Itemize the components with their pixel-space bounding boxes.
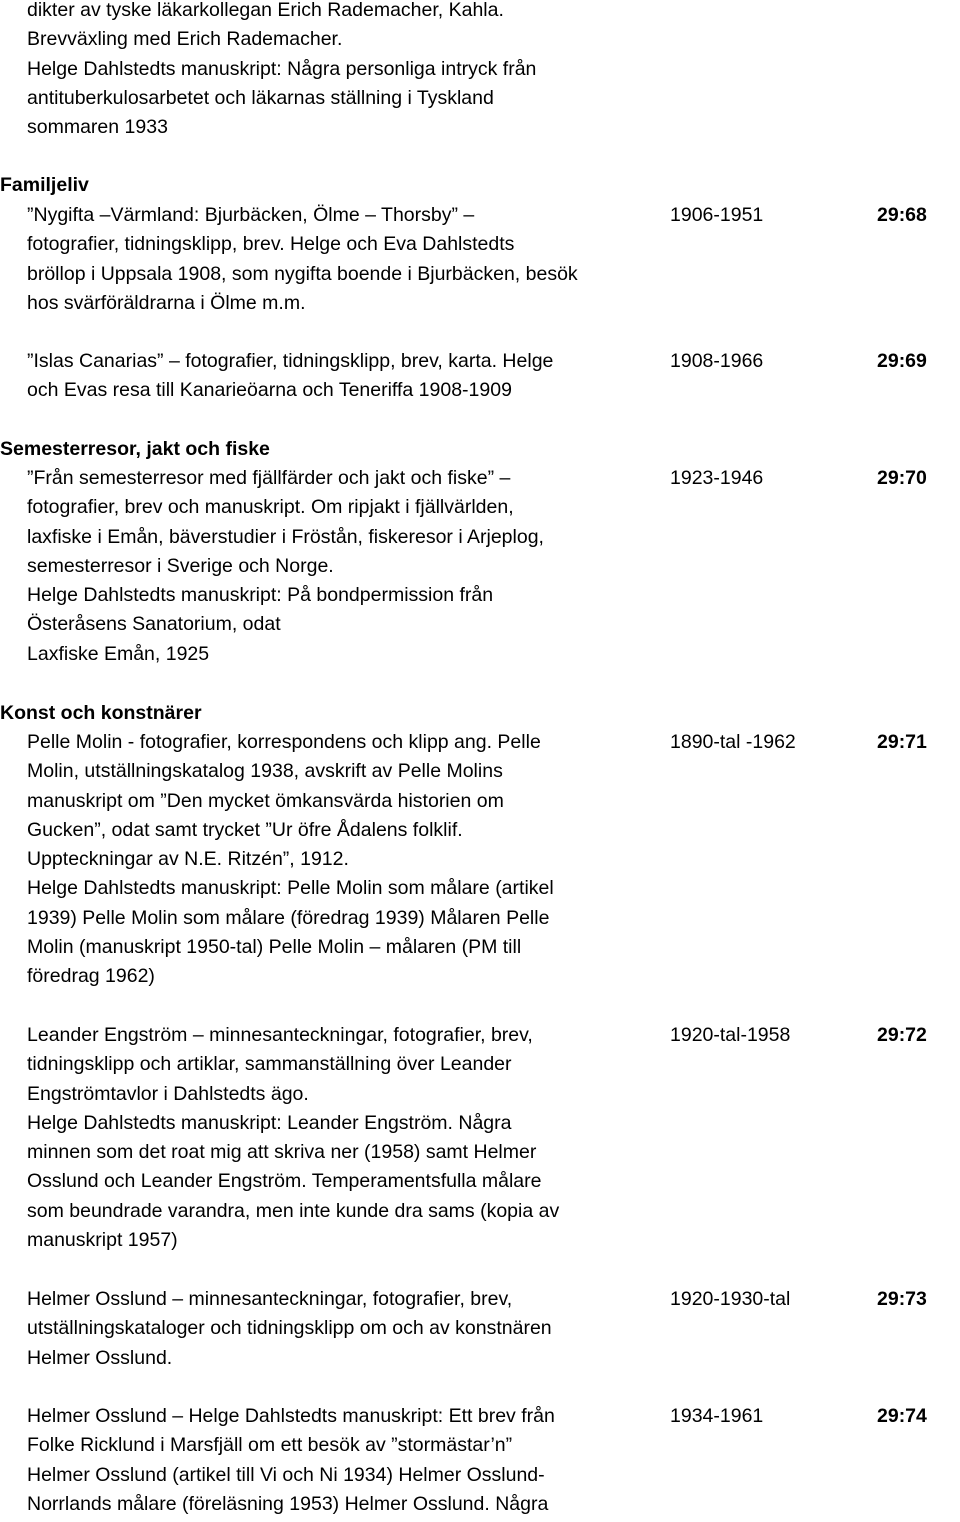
entry-line: semesterresor i Sverige och Norge.	[27, 554, 334, 577]
entry-description	[27, 728, 667, 992]
section-heading-konst: Konst och konstnärer	[0, 702, 202, 724]
intro-line: Helge Dahlstedts manuskript: Några personliga intryck från	[27, 57, 537, 80]
intro-line: Brevväxling med Erich Rademacher.	[27, 28, 343, 51]
intro-line: dikter av tyske läkarkollegan Erich Rademacher, Kahla.	[27, 0, 504, 21]
entry-line: Gucken”, odat samt trycket ”Ur öfre Ådalens folklif.	[27, 818, 463, 841]
entry-description	[27, 1402, 667, 1519]
entry-line: Pelle Molin - fotografier, korrespondens och klipp ang. Pelle	[27, 731, 541, 753]
archive-entry	[27, 1402, 960, 1515]
entry-date-range: 1923-1946	[670, 467, 764, 489]
archive-entry	[27, 728, 960, 988]
entry-reference-number: 29:70	[877, 467, 927, 489]
archive-entry	[27, 1285, 960, 1369]
entry-line: hos svärföräldrarna i Ölme m.m.	[27, 291, 306, 314]
entry-line: Helge Dahlstedts manuskript: Leander Engström. Några	[27, 1111, 512, 1134]
entry-description	[27, 347, 667, 406]
entry-line: Molin, utställningskatalog 1938, avskrift av Pelle Molins	[27, 760, 503, 783]
entry-line: Helmer Osslund (artikel till Vi och Ni 1934) Helmer Osslund-	[27, 1463, 545, 1486]
entry-reference-number: 29:71	[877, 731, 927, 753]
entry-line: Molin (manuskript 1950-tal) Pelle Molin – målaren (PM till	[27, 936, 522, 959]
entry-description	[27, 1021, 667, 1255]
entry-reference-number: 29:72	[877, 1024, 927, 1046]
entry-date-range: 1920-1930-tal	[670, 1288, 791, 1310]
entry-line: laxfiske i Emån, bäverstudier i Fröstån, fiskeresor i Arjeplog,	[27, 525, 544, 548]
entry-line: Österåsens Sanatorium, odat	[27, 613, 281, 636]
entry-date-range: 1920-tal-1958	[670, 1024, 791, 1046]
entry-line: ”Islas Canarias” – fotografier, tidningsklipp, brev, karta. Helge	[27, 350, 554, 372]
entry-line: Norrlands målare (föreläsning 1953) Helmer Osslund. Några	[27, 1492, 549, 1515]
entry-date-range: 1906-1951	[670, 204, 764, 226]
entry-line: som beundrade varandra, men inte kunde dra sams (kopia av	[27, 1199, 560, 1222]
entry-line: bröllop i Uppsala 1908, som nygifta boende i Bjurbäcken, besök	[27, 262, 578, 285]
entry-line: 1939) Pelle Molin som målare (föredrag 1939) Målaren Pelle	[27, 906, 550, 929]
archive-entry	[27, 1021, 960, 1252]
entry-line: och Evas resa till Kanarieöarna och Teneriffa 1908-1909	[27, 379, 512, 402]
entry-line: Helge Dahlstedts manuskript: Pelle Molin som målare (artikel	[27, 877, 554, 900]
entry-reference-number: 29:74	[877, 1405, 927, 1427]
entry-date-range: 1890-tal -1962	[670, 731, 796, 753]
entry-line: fotografier, tidningsklipp, brev. Helge och Eva Dahlstedts	[27, 233, 515, 256]
entry-date-range: 1934-1961	[670, 1405, 764, 1427]
entry-line: manuskript om ”Den mycket ömkansvärda historien om	[27, 789, 504, 812]
entry-date-range: 1908-1966	[670, 350, 764, 372]
entry-line: Leander Engström – minnesanteckningar, fotografier, brev,	[27, 1024, 533, 1046]
entry-line: ”Nygifta –Värmland: Bjurbäcken, Ölme – Thorsby” –	[27, 204, 475, 226]
intro-line: sommaren 1933	[27, 116, 168, 139]
entry-line: föredrag 1962)	[27, 965, 155, 988]
entry-line: ”Från semesterresor med fjällfärder och jakt och fiske” –	[27, 467, 511, 489]
entry-line: minnen som det roat mig att skriva ner (1958) samt Helmer	[27, 1141, 537, 1164]
entry-line: Engströmtavlor i Dahlstedts ägo.	[27, 1082, 309, 1105]
archive-entry	[27, 201, 960, 314]
section-heading-semesterresor: Semesterresor, jakt och fiske	[0, 438, 270, 460]
entry-description	[27, 1285, 667, 1373]
entry-line: Helmer Osslund.	[27, 1346, 173, 1369]
entry-line: Helge Dahlstedts manuskript: På bondpermission från	[27, 584, 494, 607]
entry-line: Helmer Osslund – Helge Dahlstedts manuskript: Ett brev från	[27, 1405, 555, 1427]
entry-description	[27, 201, 667, 318]
intro-text-block	[27, 0, 667, 142]
entry-line: Laxfiske Emån, 1925	[27, 642, 210, 665]
entry-reference-number: 29:68	[877, 204, 927, 226]
entry-line: fotografier, brev och manuskript. Om ripjakt i fjällvärlden,	[27, 496, 514, 519]
entry-line: Helmer Osslund – minnesanteckningar, fotografier, brev,	[27, 1288, 513, 1310]
entry-line: Osslund och Leander Engström. Temperamentsfulla målare	[27, 1170, 542, 1193]
entry-line: manuskript 1957)	[27, 1229, 178, 1252]
entry-line: Uppteckningar av N.E. Ritzén”, 1912.	[27, 848, 349, 871]
entry-line: tidningsklipp och artiklar, sammanställning över Leander	[27, 1053, 512, 1076]
entry-reference-number: 29:73	[877, 1288, 927, 1310]
section-heading-familjeliv: Familjeliv	[0, 174, 89, 196]
entry-line: Folke Ricklund i Marsfjäll om ett besök av ”stormästar’n”	[27, 1434, 513, 1457]
archive-entry	[27, 347, 960, 402]
entry-reference-number: 29:69	[877, 350, 927, 372]
entry-description	[27, 464, 667, 669]
archive-entry	[27, 464, 960, 665]
intro-line: antituberkulosarbetet och läkarnas ställning i Tyskland	[27, 86, 494, 109]
entry-line: utställningskataloger och tidningsklipp om och av konstnären	[27, 1317, 552, 1340]
